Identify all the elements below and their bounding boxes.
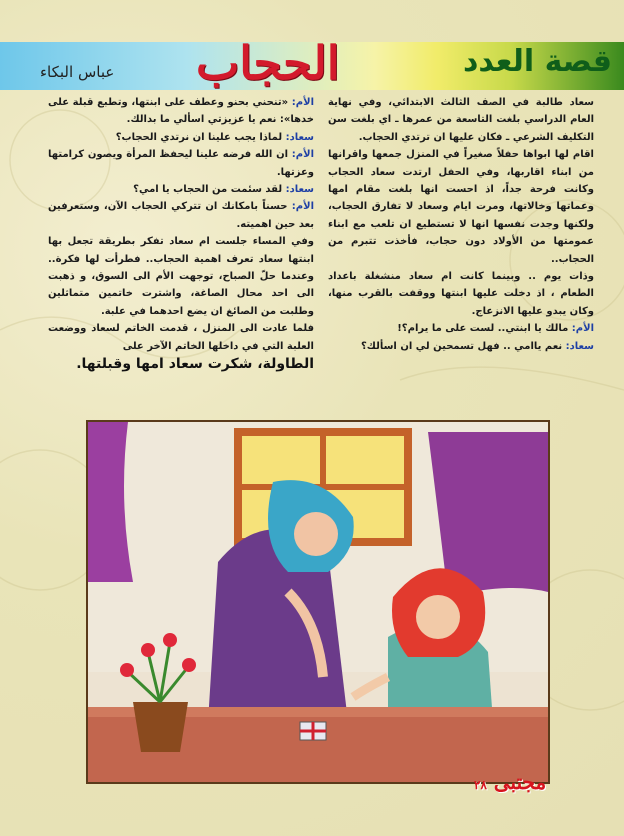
- girl-face: [416, 595, 460, 639]
- speaker-label: سعاد:: [285, 131, 314, 143]
- dialogue-text: حسناً بامكانك ان تتركي الحجاب الآن، وستعرفين بعد حين اهميته.: [48, 201, 314, 230]
- paragraph: وذات يوم .. وبينما كانت ام سعاد منشغلة باعداد الطعام ، اذ دخلت عليها ابنتها ووقفت بالقرب منها، وكان يبدو عليها الانزعاج.: [328, 271, 594, 317]
- dialogue-line: [48, 146, 314, 181]
- speaker-label: الأم:: [291, 149, 314, 161]
- speaker-label: الأم:: [571, 323, 594, 335]
- page-number: ٢٨: [474, 778, 487, 792]
- dialogue-text: «تنحني بحنو وعطف على ابنتها، وتطبع قبلة على خدها»: نعم يا عزيزتي اسألي ما بدالك.: [48, 97, 314, 126]
- paragraph: سعاد طالبة في الصف الثالث الابتدائي، وفي نهاية العام الدراسي بلغت التاسعة من عمرها ـ اي بلغت سن التكليف الشرعي ـ فكان عليها ان ترتدي الحجاب.: [328, 97, 594, 143]
- story-title: الحجاب: [196, 36, 340, 90]
- speaker-label: سعاد:: [285, 184, 314, 196]
- magazine-logo: [474, 770, 546, 794]
- paragraph: فلما عادت الى المنزل ، قدمت الخاتم لسعاد ووضعت العلبة التي في داخلها الخاتم الآخر على: [48, 323, 314, 352]
- speaker-label: سعاد:: [565, 340, 594, 352]
- dialogue-text: نعم ياامي .. فهل تسمحين لي ان اسألك؟: [360, 340, 563, 352]
- closing-line: الطاولة، شكرت سعاد امها وقبلتها.: [76, 356, 314, 373]
- speaker-label: الأم:: [291, 201, 314, 213]
- paragraph: اقام لها ابواها حفلاً صغيراً في المنزل جمعها واقرانها من ابناء اقاربها، وفي الحفل ارتدت سعاد الحجاب وكانت فرحة جداً، اذ احست انها بلغت مقام امها وعماتها وخالاتها، ومرت ايام وسعاد لا تفارق الحجاب، ولكنها وجدت نفسها انها لا تستطيع ان تلعب مع ابناء عمومتها من الأولاد دون حجاب، فأخذت تتبرم من الحجاب..: [328, 149, 594, 265]
- dialogue-line: [328, 338, 594, 355]
- paragraph: وفي المساء جلست ام سعاد تفكر بطريقة تجعل بها ابنتها سعاد تعرف اهمية الحجاب.. فطرأت لها فكرة.. وعندما حلّ الصباح، توجهت الأم الى السوق، و ذهبت الى احد محال الصاغة، واشترت خاتمين متماثلين وطلبت من الصائغ ان يضع احدهما في علبة.: [48, 236, 314, 317]
- dialogue-text: لقد سئمت من الحجاب يا امي؟: [133, 184, 283, 196]
- magazine-name: مجتبى: [493, 770, 547, 794]
- dialogue-text: لماذا يجب علينا ان نرتدي الحجاب؟: [115, 131, 283, 143]
- dialogue-line: [48, 129, 314, 146]
- dialogue-text: مالك يا ابنتي.. لست على ما يرام؟!: [397, 323, 569, 335]
- author-name: عباس البكاء: [40, 63, 115, 81]
- dialogue-line: [48, 94, 314, 129]
- dialogue-text: ان الله فرضه علينا ليحفظ المرأة ويصون كرامتها وعزتها.: [48, 149, 314, 178]
- issue-title: قصة العدد: [462, 44, 612, 79]
- dialogue-line: [328, 320, 594, 337]
- mother-face: [294, 512, 338, 556]
- speaker-label: الأم:: [291, 97, 314, 108]
- dialogue-line: [48, 198, 314, 233]
- illustration-drawing: [88, 422, 548, 782]
- dialogue-line: [48, 181, 314, 198]
- story-illustration: [86, 420, 550, 784]
- left-text-column: [48, 94, 314, 373]
- right-text-column: [328, 94, 594, 355]
